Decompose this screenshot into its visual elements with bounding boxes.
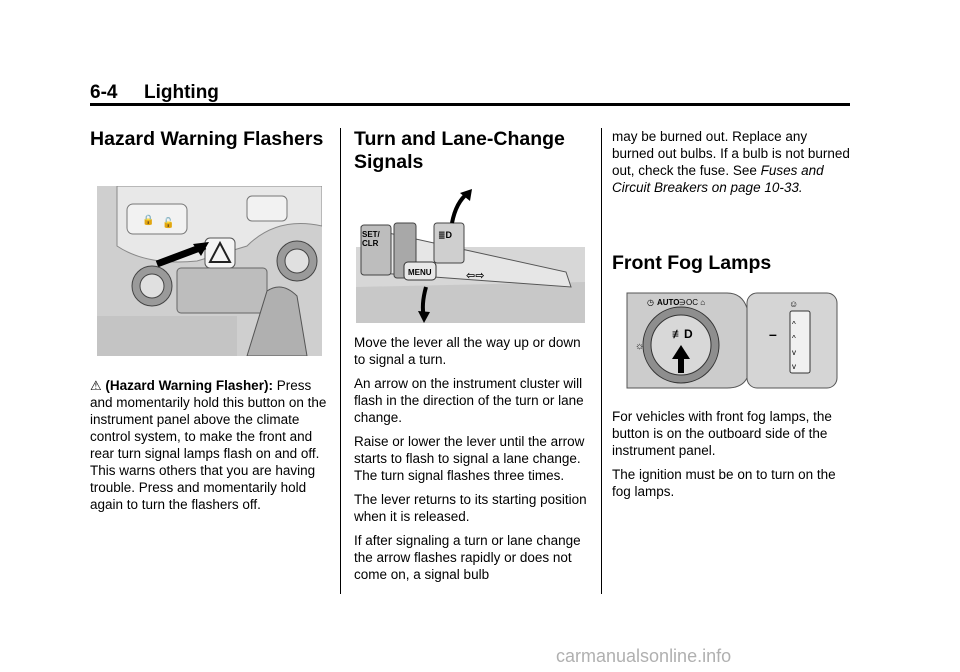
svg-text:⇦⇨: ⇦⇨ [466,270,485,282]
svg-text:🔒: 🔒 [142,215,155,226]
hazard-label: (Hazard Warning Flasher): [105,378,273,393]
watermark: carmanualsonline.info [556,646,732,666]
hazard-body: Press and momentarily hold this button on the instrument panel above the climate control system, to make the front and rear turn signal lamps flash on and off. This warns others that you are having trouble. Press and momentarily hold again to turn the flashers off. [90,378,327,512]
section-title: Lighting [144,82,219,103]
svg-text:^: ^ [792,320,796,329]
svg-text:v: v [792,348,796,357]
header-rule [90,103,850,106]
column-divider-2 [601,128,602,594]
turn-paragraph: An arrow on the instrument cluster will flash in the direction of the turn or lane change. [354,376,584,425]
turn-paragraph: If after signaling a turn or lane change the arrow flashes rapidly or does not come on, a signal bulb [354,533,581,582]
column-hazard [90,128,330,151]
fuse-reference: Fuses and Circuit Breakers on page 10-33. [612,163,824,195]
turn-paragraph: The lever returns to its starting position when it is released. [354,492,587,524]
svg-text:☼: ☼ [635,341,645,352]
turn-signal-lever-illustration [356,187,585,323]
svg-text:🔓: 🔓 [162,218,175,229]
column-divider-1 [340,128,341,594]
section-number: 6-4 [90,82,118,103]
continued-text: may be burned out. Replace any burned out bulbs. If a bulb is not burned out, check the fuse. See [612,129,850,178]
fog-lamp-figure [617,283,842,393]
set-label: SET/ [362,230,380,239]
fog-lamp-control-illustration [617,283,842,393]
fog-paragraph: The ignition must be on to turn on the fog lamps. [612,467,836,499]
menu-label: MENU [408,268,432,277]
fog-heading-block [612,252,852,275]
fog-text-block [612,408,852,507]
clr-label: CLR [362,239,379,248]
turn-signal-figure [356,187,585,323]
hazard-icon: ⚠ [90,378,102,393]
hazard-text-block [90,377,330,520]
svg-text:v: v [792,362,796,371]
page-header [90,82,850,104]
svg-text:∋OC ⌂: ∋OC ⌂ [679,298,706,307]
fog-paragraph: For vehicles with front fog lamps, the button is on the outboard side of the instrument panel. [612,409,832,458]
svg-text:≣D: ≣D [438,230,453,240]
heading-turn-signals: Turn and Lane-Change Signals [354,128,565,173]
hazard-dashboard-illustration [97,186,322,356]
svg-text:^: ^ [792,334,796,343]
auto-label: AUTO [657,298,680,307]
hazard-figure [97,186,322,356]
svg-text:☺: ☺ [789,299,799,309]
heading-hazard: Hazard Warning Flashers [90,128,324,150]
svg-text:◷: ◷ [647,298,654,307]
svg-text:–: – [769,326,777,342]
turn-paragraph: Move the lever all the way up or down to signal a turn. [354,335,581,367]
heading-fog-lamps: Front Fog Lamps [612,252,772,274]
turn-signal-text-block [354,334,594,590]
column-turn-signals [354,128,594,174]
column-fog-lamps [612,128,852,196]
svg-text:≢D: ≢D [672,327,693,341]
turn-paragraph: Raise or lower the lever until the arrow starts to flash to signal a lane change. The turn signal flashes three times. [354,434,585,483]
